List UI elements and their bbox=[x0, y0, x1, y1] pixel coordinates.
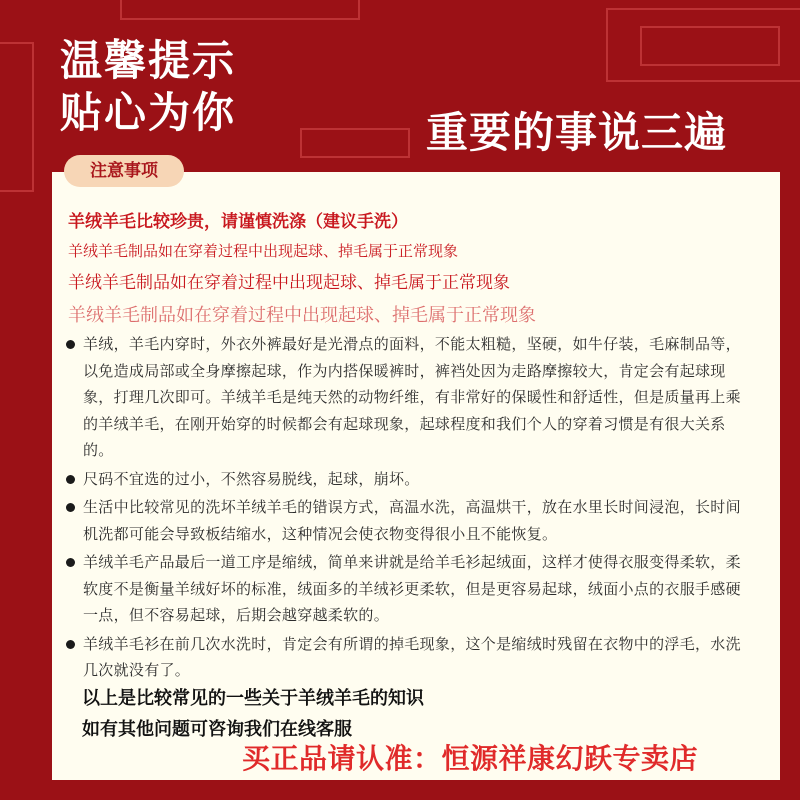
summary-line-2: 如有其他问题可咨询我们在线客服 bbox=[82, 719, 352, 740]
bullet-text: 羊绒羊毛产品最后一道工序是缩绒，简单来讲就是给羊毛衫起绒面，这样才使得衣服变得柔软，柔软度不是衡量羊绒好坏的标准，绒面多的羊绒衫更柔软，但是更容易起球，绒面小点的衣服手感硬一点，但不容易起球，后期会越穿越柔软的。 bbox=[83, 553, 741, 624]
bullet-item bbox=[64, 494, 756, 547]
decor-frame-mid bbox=[300, 128, 410, 158]
decor-frame-left bbox=[0, 42, 34, 192]
authentic-shop-line: 买正品请认准：恒源祥康幻跃专卖店 bbox=[242, 742, 699, 775]
decor-frame-top bbox=[120, 0, 360, 20]
bullet-item bbox=[64, 549, 756, 629]
bullet-text: 生活中比较常见的洗坏羊绒羊毛的错误方式，高温水洗，高温烘干，放在水里长时间浸泡，长时间机洗都可能会导致板结缩水，这种情况会使衣物变得很小且不能恢复。 bbox=[83, 498, 741, 543]
pilling-note-3: 羊绒羊毛制品如在穿着过程中出现起球、掉毛属于正常现象 bbox=[68, 305, 536, 326]
bullet-dot-icon bbox=[66, 503, 75, 512]
decor-frame-right-inner bbox=[640, 26, 780, 66]
summary-line-1: 以上是比较常见的一些关于羊绒羊毛的知识 bbox=[82, 688, 424, 709]
bullet-item bbox=[64, 631, 756, 684]
bullet-text: 尺码不宜选的过小，不然容易脱线，起球，崩坏。 bbox=[83, 469, 420, 488]
wash-warning-heading: 羊绒羊毛比较珍贵，请谨慎洗涤（建议手洗） bbox=[68, 212, 408, 232]
notice-bullet-list bbox=[64, 331, 756, 686]
bullet-dot-icon bbox=[66, 340, 75, 349]
slogan-text: 重要的事说三遍 bbox=[426, 108, 728, 157]
pilling-note-2: 羊绒羊毛制品如在穿着过程中出现起球、掉毛属于正常现象 bbox=[68, 273, 510, 293]
title-line-1: 温馨提示 bbox=[60, 36, 237, 85]
bullet-dot-icon bbox=[66, 558, 75, 567]
pilling-note-1: 羊绒羊毛制品如在穿着过程中出现起球、掉毛属于正常现象 bbox=[68, 242, 459, 260]
notice-badge: 注意事项 bbox=[64, 155, 184, 187]
bullet-dot-icon bbox=[66, 640, 75, 649]
bullet-text: 羊绒，羊毛内穿时，外衣外裤最好是光滑点的面料，不能太粗糙，坚硬，如牛仔装，毛麻制品等，以免造成局部或全身摩擦起球，作为内搭保暖裤时，裤裆处因为走路摩擦较大，肯定会有起球现象，打理几次即可。羊绒羊毛是纯天然的动物纤维，有非常好的保暖性和舒适性，但是质量再上乘的羊绒羊毛，在刚开始穿的时候都会有起球现象，起球程度和我们个人的穿着习惯是有很大关系的。 bbox=[83, 335, 741, 459]
bullet-item bbox=[64, 331, 756, 464]
title-line-2: 贴心为你 bbox=[60, 88, 237, 137]
bullet-text: 羊绒羊毛衫在前几次水洗时，肯定会有所谓的掉毛现象，这个是缩绒时残留在衣物中的浮毛，水洗几次就没有了。 bbox=[83, 634, 741, 679]
bullet-item bbox=[64, 466, 756, 493]
bullet-dot-icon bbox=[66, 475, 75, 484]
